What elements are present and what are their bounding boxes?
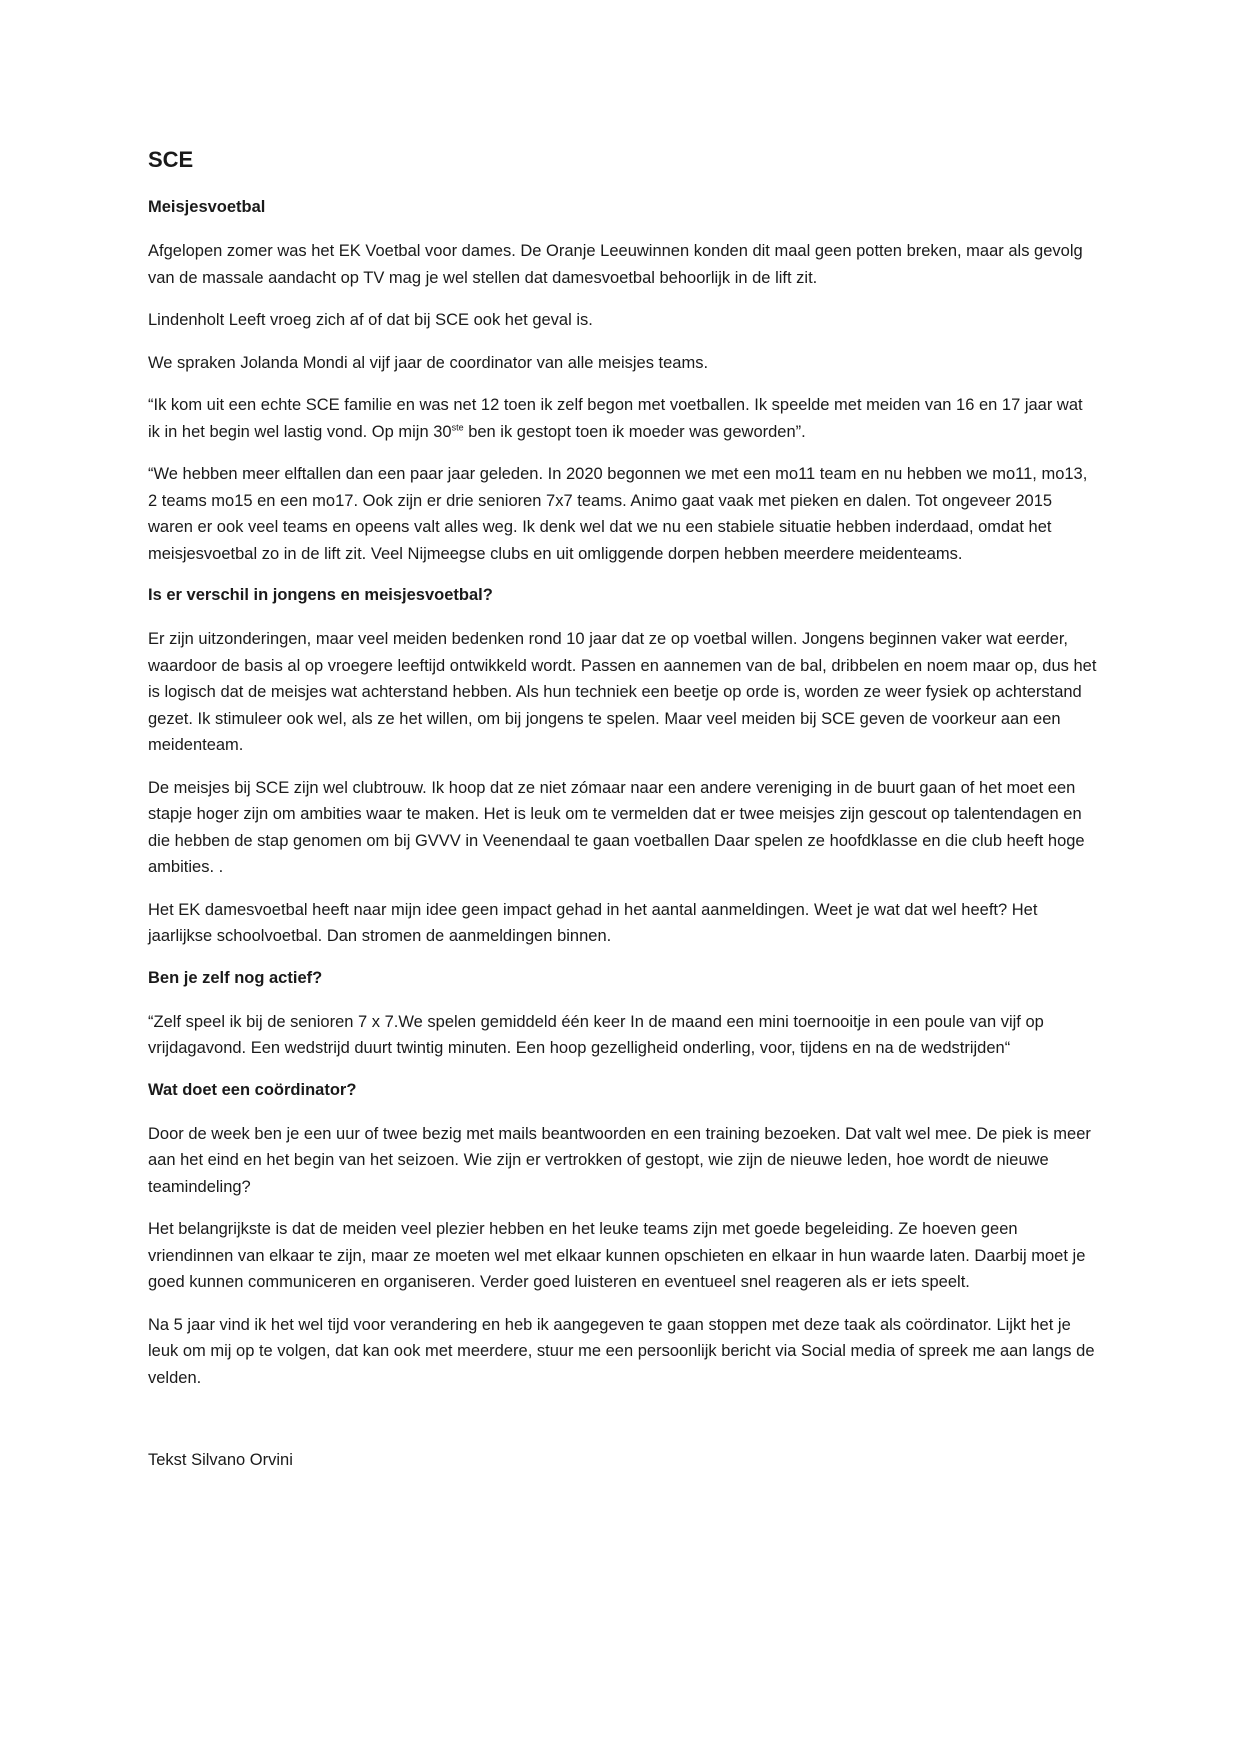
paragraph: Afgelopen zomer was het EK Voetbal voor dames. De Oranje Leeuwinnen konden dit maal geen potten breken, maar als gevolg van de massale aandacht op TV mag je wel stellen dat damesvoetbal behoorlijk in de lift zit. (148, 242, 1083, 287)
author-signature: Tekst Silvano Orvini (148, 1451, 293, 1469)
paragraph: Lindenholt Leeft vroeg zich af of dat bij SCE ook het geval is. (148, 311, 593, 329)
paragraph-quote (148, 392, 1098, 445)
paragraph: Na 5 jaar vind ik het wel tijd voor verandering en heb ik aangegeven te gaan stoppen met deze taak als coördinator. Lijkt het je leuk om mij op te volgen, dat kan ook met meerdere, stuur me een persoonlijk bericht via Social media of spreek me aan langs de velden. (148, 1315, 1095, 1387)
paragraph: Het belangrijkste is dat de meiden veel plezier hebben en het leuke teams zijn met goede begeleiding. Ze hoeven geen vriendinnen van elkaar te zijn, maar ze moeten wel met elkaar kunnen opschieten en elkaar in hun waarde laten. Daarbij moet je goed kunnen communiceren en organiseren. Verder goed luisteren en eventueel snel reageren als er iets speelt. (148, 1220, 1086, 1291)
document-title: SCE (148, 147, 194, 172)
paragraph: Het EK damesvoetbal heeft naar mijn idee geen impact gehad in het aantal aanmeldingen. Weet je wat dat wel heeft? Het jaarlijkse schoolvoetbal. Dan stromen de aanmeldingen binnen. (148, 900, 1038, 945)
quote-text: ben ik gestopt toen ik moeder was geworden”. (463, 422, 806, 441)
paragraph: We spraken Jolanda Mondi al vijf jaar de coordinator van alle meisjes teams. (148, 353, 709, 372)
section-heading: Is er verschil in jongens en meisjesvoetbal? (148, 586, 493, 604)
paragraph: De meisjes bij SCE zijn wel clubtrouw. Ik hoop dat ze niet zómaar naar een andere vereniging in de buurt gaan of het moet een stapje hoger zijn om ambities waar te maken. Het is leuk om te vermelden dat er twee meisjes zijn gescout op talentendagen en die hebben de stap genomen om bij GVVV in Veenendaal te gaan voetballen Daar spelen ze hoofdklasse en die club heeft hoge ambities. . (148, 778, 1085, 876)
document-page (148, 145, 1098, 1473)
paragraph: “We hebben meer elftallen dan een paar jaar geleden. In 2020 begonnen we met een mo11 team en nu hebben we mo11, mo13, 2 teams mo15 en een mo17. Ook zijn er drie senioren 7x7 teams. Animo gaat vaak met pieken en dalen. Tot ongeveer 2015 waren er ook veel teams en opeens valt alles weg. Ik denk wel dat we nu een stabiele situatie hebben inderdaad, omdat het meisjesvoetbal zo in de lift zit. Veel Nijmeegse clubs en uit omliggende dorpen hebben meerdere meidenteams. (148, 465, 1088, 563)
section-heading: Meisjesvoetbal (148, 198, 266, 216)
section-heading: Wat doet een coördinator? (148, 1080, 357, 1099)
quote-text: “Ik kom uit een echte SCE familie en was net 12 toen ik zelf begon met voetballen. Ik speelde met meiden van 16 en 17 jaar wat ik in het begin wel lastig vond. Op mijn 30 (148, 396, 1083, 441)
paragraph: Door de week ben je een uur of twee bezig met mails beantwoorden en een training bezoeken. Dat valt wel mee. De piek is meer aan het eind en het begin van het seizoen. Wie zijn er vertrokken of gestopt, wie zijn de nieuwe leden, hoe wordt de nieuwe teamindeling? (148, 1124, 1091, 1196)
paragraph: Er zijn uitzonderingen, maar veel meiden bedenken rond 10 jaar dat ze op voetbal willen. Jongens beginnen vaker wat eerder, waardoor de basis al op vroegere leeftijd ontwikkeld wordt. Passen en aannemen van de bal, dribbelen en noem maar op, dus het is logisch dat de meisjes wat achterstand hebben. Als hun techniek een beetje op orde is, worden ze weer fysiek op achterstand gezet. Ik stimuleer ook wel, als ze het willen, om bij jongens te spelen. Maar veel meiden bij SCE geven de voorkeur aan een meidenteam. (148, 630, 1097, 754)
paragraph: “Zelf speel ik bij de senioren 7 x 7.We spelen gemiddeld één keer In de maand een mini toernooitje in een poule van vijf op vrijdagavond. Een wedstrijd duurt twintig minuten. Een hoop gezelligheid onderling, voor, tijdens en na de wedstrijden“ (148, 1012, 1044, 1057)
section-heading: Ben je zelf nog actief? (148, 968, 323, 987)
superscript: ste (451, 422, 464, 432)
